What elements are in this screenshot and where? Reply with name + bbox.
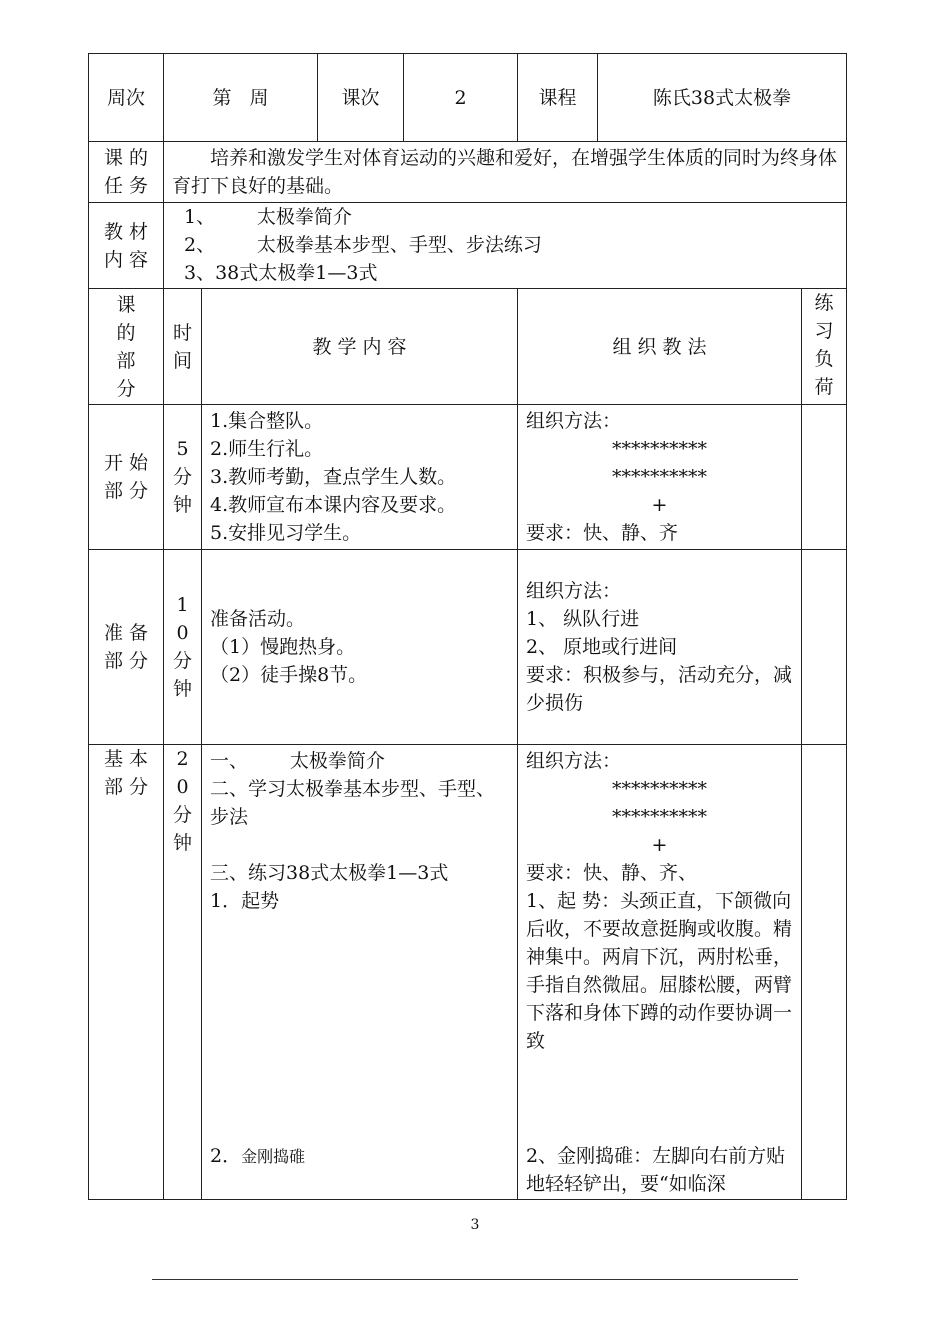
- materials-list: [164, 203, 847, 289]
- week-value: 第 周: [164, 54, 318, 142]
- teacher-position: +: [651, 494, 668, 516]
- lesson-plan-table: [88, 53, 847, 1200]
- prep-section-row: [89, 550, 847, 745]
- task-text: 培养和激发学生对体育运动的兴趣和爱好，在增强学生体质的同时为终身体育打下良好的基础。: [164, 142, 847, 203]
- course-value: 陈氏38式太极拳: [598, 54, 847, 142]
- col-header-content: 教 学 内 容: [202, 289, 518, 405]
- col-header-time: 时 间: [164, 289, 202, 405]
- start-time: 5 分 钟: [164, 405, 202, 550]
- prep-part-label: 准 备 部 分: [89, 550, 164, 745]
- formation-line: **********: [612, 466, 707, 488]
- prep-load: [802, 550, 847, 745]
- materials-row: [89, 203, 847, 289]
- col-header-load: 练 习 负 荷: [802, 289, 847, 405]
- task-label: 课 的 任 务: [89, 142, 164, 203]
- week-label: 周次: [89, 54, 164, 142]
- lesson-number-label: 课次: [318, 54, 404, 142]
- move-1-description: 1、起 势：头颈正直，下颌微向后收，不要故意挺胸或收腹。精神集中。两肩下沉，两肘松垂，手指自然微屈。屈膝松腰，两臂下落和身体下蹲的动作要协调一致: [526, 890, 793, 1052]
- materials-item-1: 1、 太极拳简介: [184, 206, 352, 228]
- formation-line: **********: [612, 438, 707, 460]
- basic-method: 组织方法： ********** ********** + 要求：快、静、齐、 1、起 势：头颈正直，下颌微向后收，不要故意挺胸或收腹。精神集中。两肩下沉，两肘松垂，手指自然微屈。屈膝松腰，两臂下落和身体下蹲的动作要协调一致 2、金刚捣碓：左脚向右前方贴地轻轻铲出，要“如临深: [518, 745, 802, 1200]
- course-label: 课程: [518, 54, 598, 142]
- teacher-position: +: [651, 834, 668, 856]
- col-header-part: 课 的 部 分: [89, 289, 164, 405]
- start-load: [802, 405, 847, 550]
- prep-method: 组织方法： 1、 纵队行进 2、 原地或行进间 要求：积极参与，活动充分，减少损伤: [518, 550, 802, 745]
- start-part-label: 开 始 部 分: [89, 405, 164, 550]
- formation-line: **********: [612, 778, 707, 800]
- prep-content: 准备活动。 （1）慢跑热身。 （2）徒手操8节。: [202, 550, 518, 745]
- task-row: [89, 142, 847, 203]
- basic-load: [802, 745, 847, 1200]
- materials-item-3: 3、38式太极拳1—3式: [184, 262, 378, 284]
- start-method: 组织方法： ********** ********** + 要求：快、静、齐: [518, 405, 802, 550]
- basic-item-jingang: 2．金刚捣碓: [210, 1145, 306, 1167]
- basic-content: 一、 太极拳简介 二、学习太极拳基本步型、手型、步法 三、练习38式太极拳1—3式 1．起势 2．金刚捣碓: [202, 745, 518, 1200]
- col-header-method: 组 织 教 法: [518, 289, 802, 405]
- materials-item-2: 2、 太极拳基本步型、手型、步法练习: [184, 234, 542, 256]
- lesson-number-value: 2: [404, 54, 518, 142]
- page-number: 3: [470, 1217, 480, 1233]
- start-section-row: [89, 405, 847, 550]
- footer-rule: [152, 1279, 798, 1280]
- materials-label: 教 材 内 容: [89, 203, 164, 289]
- prep-time: 1 0 分 钟: [164, 550, 202, 745]
- formation-line: **********: [612, 806, 707, 828]
- header-row: [89, 54, 847, 142]
- basic-item-1: 一、 太极拳简介: [210, 750, 385, 772]
- basic-section-row: [89, 745, 847, 1200]
- basic-part-label: 基 本 部 分: [89, 745, 164, 1200]
- column-header-row: [89, 289, 847, 405]
- basic-time: 2 0 分 钟: [164, 745, 202, 1200]
- move-2-description: 2、金刚捣碓：左脚向右前方贴地轻轻铲出，要“如临深: [526, 1145, 786, 1195]
- start-content: 1.集合整队。 2.师生行礼。 3.教师考勤，查点学生人数。 4.教师宣布本课内容及要求。 5.安排见习学生。: [202, 405, 518, 550]
